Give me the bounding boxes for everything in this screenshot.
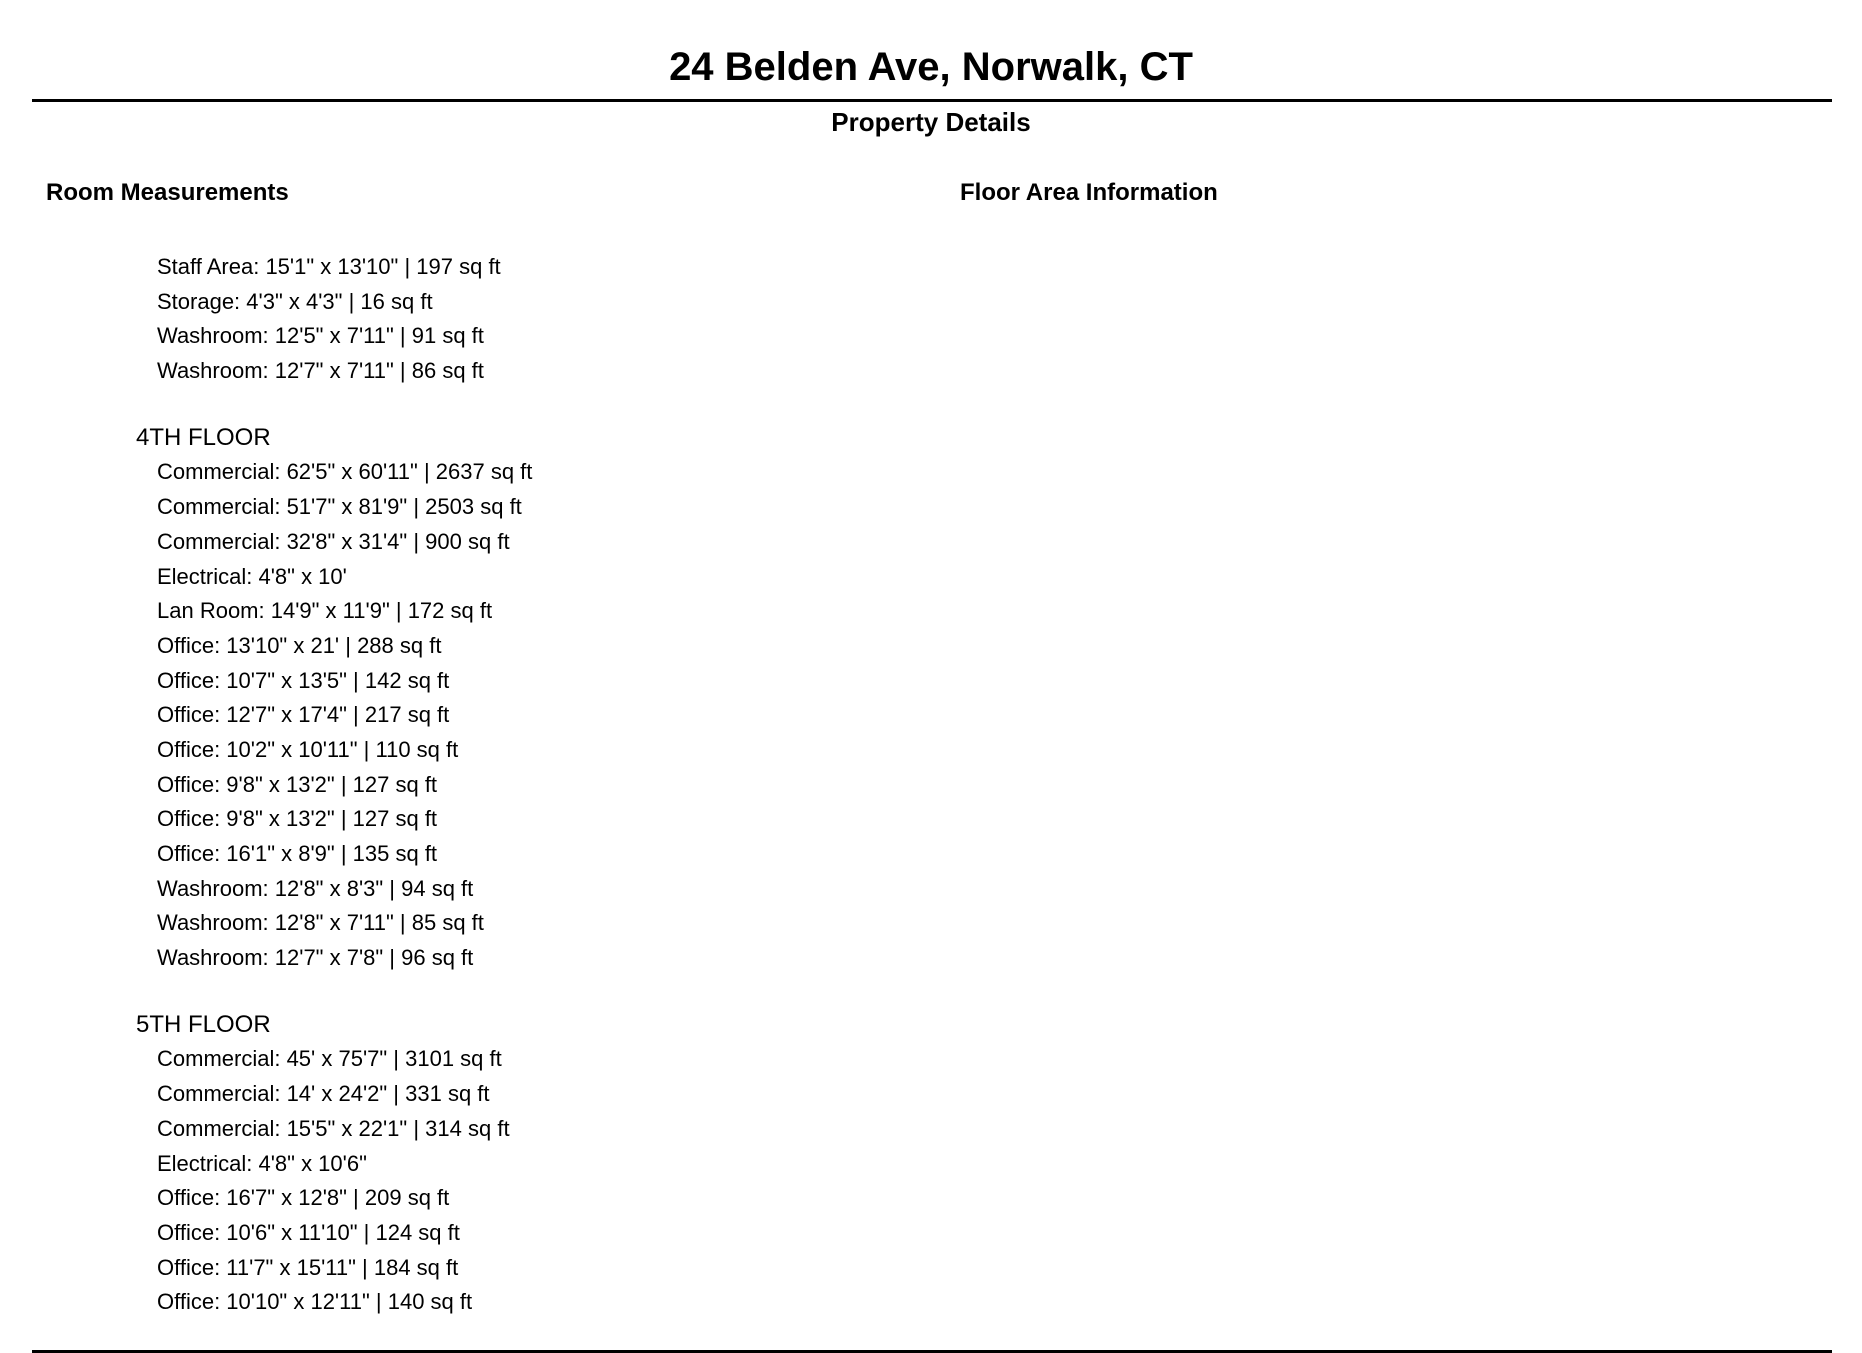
page-title: 24 Belden Ave, Norwalk, CT: [669, 45, 1193, 89]
room-item: Office: 10'2" x 10'11" | 110 sq ft: [157, 736, 459, 762]
floor-group: [0, 1008, 900, 1320]
room-item: Washroom: 12'8" x 8'3" | 94 sq ft: [157, 875, 474, 901]
room-item: Office: 12'7" x 17'4" | 217 sq ft: [157, 702, 450, 728]
section-subtitle: Property Details: [831, 107, 1031, 137]
room-item: Commercial: 32'8" x 31'4" | 900 sq ft: [157, 528, 510, 554]
room-list: [0, 455, 900, 975]
floor-group: [0, 421, 900, 976]
room-item: Office: 16'1" x 8'9" | 135 sq ft: [157, 841, 438, 866]
floor-group: [0, 250, 900, 389]
room-item: Office: 10'10" x 12'11" | 140 sq ft: [157, 1289, 473, 1315]
room-item: Office: 13'10" x 21' | 288 sq ft: [157, 632, 442, 658]
room-item: Commercial: 51'7" x 81'9" | 2503 sq ft: [157, 494, 522, 520]
room-item: Lan Room: 14'9" x 11'9" | 172 sq ft: [157, 598, 493, 624]
room-item: Office: 11'7" x 15'11" | 184 sq ft: [157, 1254, 459, 1280]
room-item: Office: 10'7" x 13'5" | 142 sq ft: [157, 667, 450, 693]
room-item: Office: 10'6" x 11'10" | 124 sq ft: [157, 1219, 460, 1245]
room-list: [0, 1042, 900, 1320]
room-item: Commercial: 62'5" x 60'11" | 2637 sq ft: [157, 459, 533, 485]
room-item: Washroom: 12'5" x 7'11" | 91 sq ft: [157, 323, 484, 349]
floor-label: 5TH FLOOR: [136, 1010, 271, 1038]
room-item: Commercial: 14' x 24'2" | 331 sq ft: [157, 1081, 490, 1107]
room-item: Washroom: 12'7" x 7'8" | 96 sq ft: [157, 945, 474, 971]
room-item: Office: 16'7" x 12'8" | 209 sq ft: [157, 1185, 450, 1211]
room-item: Office: 9'8" x 13'2" | 127 sq ft: [157, 806, 438, 832]
room-item: Office: 9'8" x 13'2" | 127 sq ft: [157, 771, 438, 797]
floor-area-information-heading: Floor Area Information: [960, 179, 1218, 206]
room-item: Staff Area: 15'1" x 13'10" | 197 sq ft: [157, 254, 501, 279]
room-item: Commercial: 15'5" x 22'1" | 314 sq ft: [157, 1115, 510, 1141]
room-list: [0, 250, 900, 389]
room-item: Washroom: 12'7" x 7'11" | 86 sq ft: [157, 358, 484, 384]
room-item: Washroom: 12'8" x 7'11" | 85 sq ft: [157, 910, 484, 936]
room-item: Commercial: 45' x 75'7" | 3101 sq ft: [157, 1046, 502, 1072]
room-measurements-heading: Room Measurements: [46, 179, 289, 206]
room-item: Electrical: 4'8" x 10'6": [157, 1150, 367, 1176]
title-divider: [32, 99, 1832, 102]
room-item: Storage: 4'3" x 4'3" | 16 sq ft: [157, 288, 433, 314]
floor-label: 4TH FLOOR: [136, 423, 271, 451]
room-item: Electrical: 4'8" x 10': [157, 563, 347, 589]
room-measurements-list: [0, 250, 900, 1352]
